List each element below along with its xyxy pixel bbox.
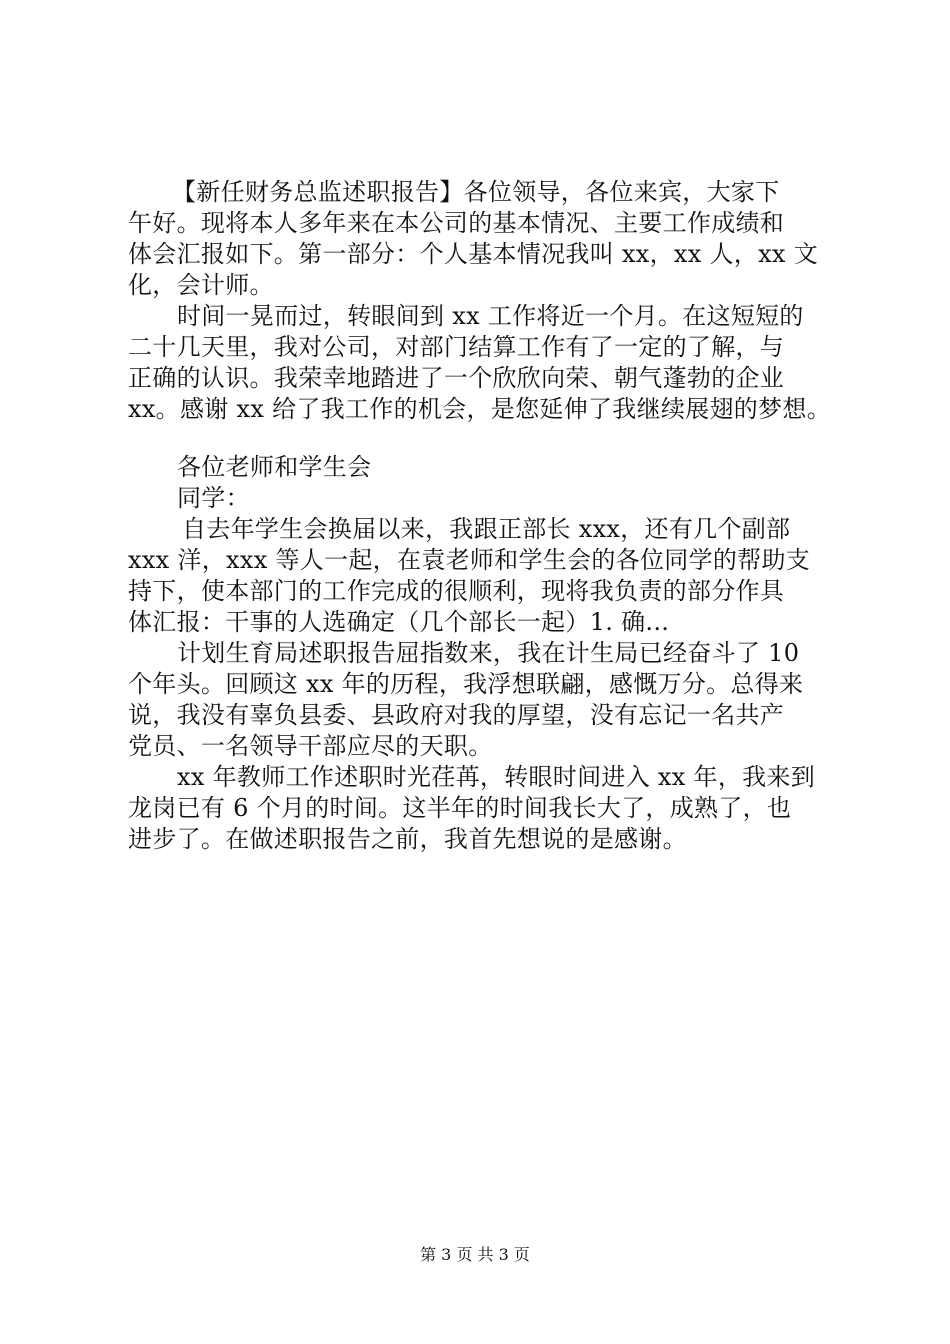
text-line: 各位老师和学生会 xyxy=(177,453,372,481)
text-line: 计划生育局述职报告屈指数来，我在计生局已经奋斗了 10 xyxy=(177,639,800,667)
text-line: 同学： xyxy=(177,484,250,512)
text-line: xx。感谢 xx 给了我工作的机会，是您延伸了我继续展翅的梦想。 xyxy=(128,395,831,423)
text-line: 体会汇报如下。第一部分：个人基本情况我叫 xx，xx 人，xx 文 xyxy=(128,240,818,268)
text-line: 二十几天里，我对公司，对部门结算工作有了一定的了解，与 xyxy=(128,333,785,361)
text-line: 时间一晃而过，转眼间到 xx 工作将近一个月。在这短短的 xyxy=(177,302,804,330)
text-line: 午好。现将本人多年来在本公司的基本情况、主要工作成绩和 xyxy=(128,209,785,237)
text-line: 【新任财务总监述职报告】各位领导，各位来宾，大家下 xyxy=(172,178,780,206)
page-number-footer: 第 3 页 共 3 页 xyxy=(420,1245,530,1264)
text-line: 说，我没有辜负县委、县政府对我的厚望，没有忘记一名共产 xyxy=(128,701,785,729)
text-line: 个年头。回顾这 xx 年的历程，我浮想联翩，感慨万分。总得来 xyxy=(128,670,804,698)
text-line: 龙岗已有 6 个月的时间。这半年的时间我长大了，成熟了，也 xyxy=(128,794,792,822)
text-line: xxx 洋，xxx 等人一起，在袁老师和学生会的各位同学的帮助支 xyxy=(128,546,811,574)
text-line: 体汇报：干事的人选确定（几个部长一起）1. 确... xyxy=(128,608,670,636)
text-line: 党员、一名领导干部应尽的天职。 xyxy=(128,732,493,760)
text-line: xx 年教师工作述职时光荏苒，转眼时间进入 xx 年，我来到 xyxy=(177,763,816,791)
text-line: 进步了。在做述职报告之前，我首先想说的是感谢。 xyxy=(128,825,687,853)
text-line: 持下，使本部门的工作完成的很顺利，现将我负责的部分作具 xyxy=(128,577,785,605)
text-line: 化，会计师。 xyxy=(128,271,274,299)
text-line: 自去年学生会换届以来，我跟正部长 xxx，还有几个副部 xyxy=(182,515,791,543)
text-line: 正确的认识。我荣幸地踏进了一个欣欣向荣、朝气蓬勃的企业 xyxy=(128,364,785,392)
